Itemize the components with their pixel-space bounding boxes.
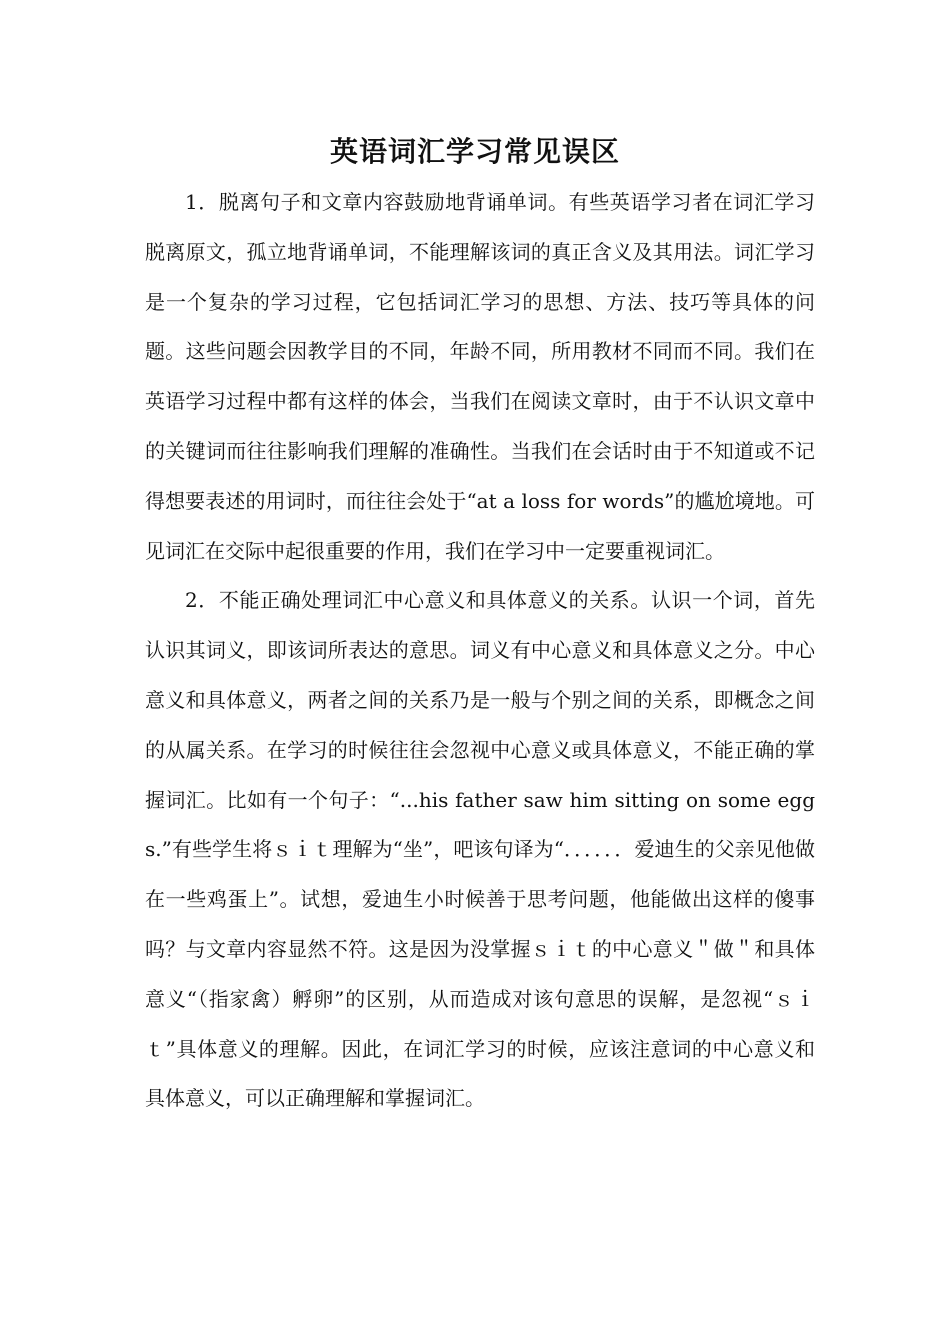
document-title: 英语词汇学习常见误区 xyxy=(329,135,620,168)
paragraph-2: 2．不能正确处理词汇中心意义和具体意义的关系。认识一个词，首先认识其词义，即该词所表达的意思。词义有中心意义和具体意义之分。中心意义和具体意义，两者之间的关系乃是一般与个别之间的关系，即概念之间的从属关系。在学习的时候往往会忽视中心意义或具体意义，不能正确的掌握词汇。比如有一个句子：“...his father saw him sitting on some eggs.”有些学生将ｓｉｔ理解为“坐”，吧该句译为“．．．．．．爱迪生的父亲见他做在一些鸡蛋上”。试想，爱迪生小时候善于思考问题，他能做出这样的傻事吗？与文章内容显然不符。这是因为没掌握ｓｉｔ的中心意义＂做＂和具体意义“（指家禽）孵卵”的区别，从而造成对该句意思的误解，是忽视“ｓｉｔ”具体意义的理解。因此，在词汇学习的时候，应该注意词的中心意义和具体意义，可以正确理解和掌握词汇。 xyxy=(145,588,815,1111)
document-body xyxy=(145,178,815,1124)
paragraph-1: 1．脱离句子和文章内容鼓励地背诵单词。有些英语学习者在词汇学习脱离原文，孤立地背诵单词，不能理解该词的真正含义及其用法。词汇学习是一个复杂的学习过程，它包括词汇学习的思想、方法、技巧等具体的问题。这些问题会因教学目的不同，年龄不同，所用教材不同而不同。我们在英语学习过程中都有这样的体会，当我们在阅读文章时，由于不认识文章中的关键词而往往影响我们理解的准确性。当我们在会话时由于不知道或不记得想要表述的用词时，而往往会处于“at a loss for words”的尴尬境地。可见词汇在交际中起很重要的作用，我们在学习中一定要重视词汇。 xyxy=(145,190,815,563)
